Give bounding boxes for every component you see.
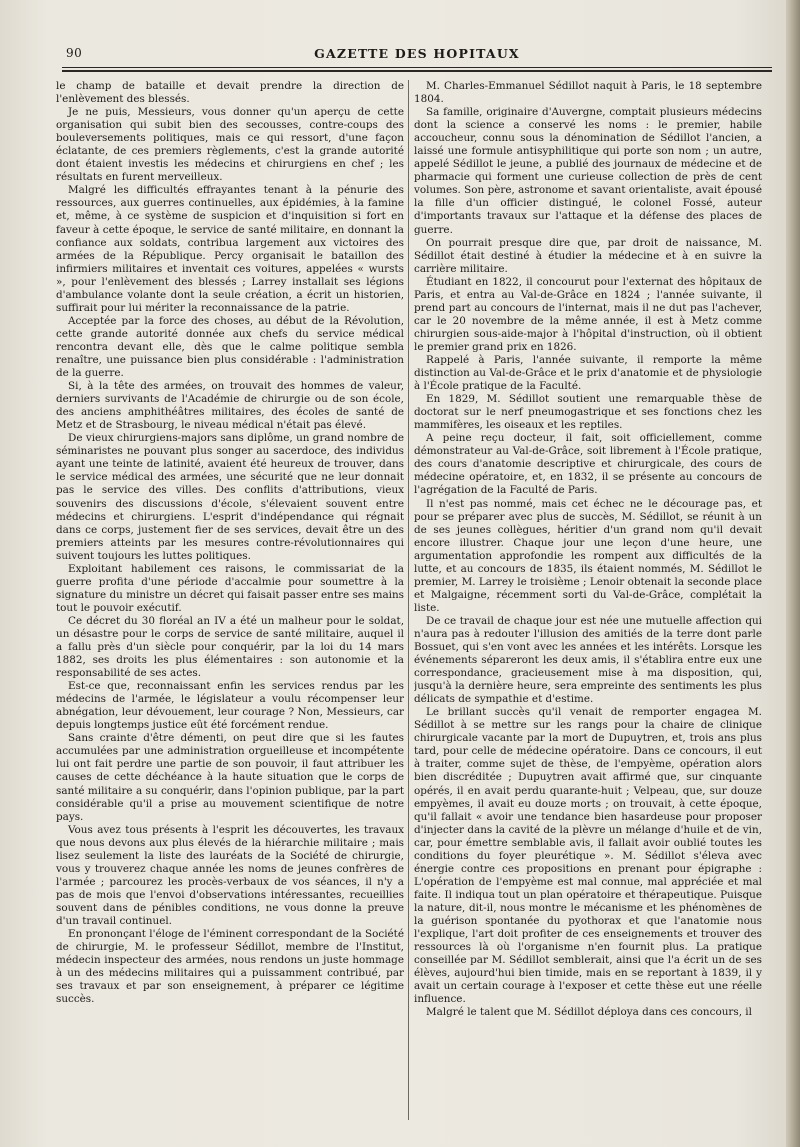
journal-title: GAZETTE DES HOPITAUX	[314, 46, 520, 61]
paragraph: Acceptée par la force des choses, au début de la Révolution, cette grande autorité donnée aux chefs du service médical rencontra devant elle, dès que le calme politique sembla renaître, une puissance bien plus considérable : l'administration de la guerre.	[56, 314, 404, 380]
paragraph: Malgré les difficultés effrayantes tenant à la pénurie des ressources, aux guerres continuelles, aux épidémies, à la famine et, même, à ce système de suspicion et d'inquisition si fort en faveur à cette époque, le service de santé militaire, en donnant la confiance aux soldats, contribua largement aux victoires des armées de la République. Percy organisait le bataillon des infirmiers militaires et inventait ces voitures, appelées « wursts », pour l'enlèvement des blessés ; Larrey installait ses légions d'ambulance volante dont la seule création, a écrit un historien, suffirait pour lui mériter la reconnaissance de la patrie.	[56, 184, 404, 314]
right-column	[414, 80, 762, 1130]
paragraph: On pourrait presque dire que, par droit de naissance, M. Sédillot était destiné à étudier la médecine et à en suivre la carrière militaire.	[414, 236, 762, 275]
paragraph: Ce décret du 30 floréal an IV a été un malheur pour le soldat, un désastre pour le corps de service de santé militaire, auquel il a fallu près d'un siècle pour conquérir, par la loi du 14 mars 1882, ses droits les plus élémentaires : son autonomie et la responsabilité de ses actes.	[56, 614, 404, 680]
paragraph: Exploitant habilement ces raisons, le commissariat de la guerre profita d'une période d'accalmie pour soumettre à la signature du ministre un décret qui faisait passer entre ses mains tout le pouvoir exécutif.	[56, 562, 404, 614]
paragraph: De ce travail de chaque jour est née une mutuelle affection qui n'aura pas à redouter l'illusion des amitiés de la terre dont parle Bossuet, qui s'en vont avec les années et les intérêts. Lorsque les événements sépareront les deux amis, il s'établira entre eux une correspondance, gracieusement mise à ma disposition, qui, jusqu'à la dernière heure, sera empreinte des sentiments les plus délicats de sympathie et d'estime.	[414, 614, 762, 706]
paragraph: A peine reçu docteur, il fait, soit officiellement, comme démonstrateur au Val-de-Grâce, soit librement à l'École pratique, des cours d'anatomie descriptive et chirurgicale, des cours de médecine opératoire, et, en 1832, il se présente au concours de l'agrégation de la Faculté de Paris.	[414, 432, 762, 497]
paragraph: Le brillant succès qu'il venait de remporter engagea M. Sédillot à se mettre sur les rangs pour la chaire de clinique chirurgicale vacante par la mort de Dupuytren, et, trois ans plus tard, pour celle de médecine opératoire. Dans ce concours, il eut à traiter, comme sujet de thèse, de l'empyème, opération alors bien discréditée ; Dupuytren avait affirmé que, sur cinquante opérés, il en avait perdu quarante-huit ; Velpeau, que, sur douze empyèmes, il avait eu douze morts ; on trouvait, à cette époque, qu'il fallait « avoir une tendance bien hasardeuse pour proposer d'injecter dans la cavité de la plèvre un mélange d'huile et de vin, car, pour émettre semblable avis, il fallait avoir oublié toutes les conditions du foyer pleurétique ». M. Sédillot s'éleva avec énergie contre ces propositions en prenant pour épigraphe : L'opération de l'empyème est mal connue, mal appréciée et mal faite. Il indiqua tout un plan opératoire et thérapeutique. Puisque la nature, dit-il, nous montre le mécanisme et les phénomènes de la guérison spontanée du pyothorax et que l'anatomie nous l'explique, l'art doit profiter de ces enseignements et trouver des ressources là où l'organisme n'en fournit plus. La pratique conseillée par M. Sédillot semblerait, ainsi que l'a écrit un de ses élèves, aujourd'hui bien timide, mais en se reportant à 1839, il y avait un certain courage à l'exposer et cette thèse eut une réelle influence.	[414, 706, 762, 1006]
page-edge	[786, 0, 800, 1147]
paragraph: En 1829, M. Sédillot soutient une remarquable thèse de doctorat sur le nerf pneumogastrique et ses fonctions chez les mammifères, les oiseaux et les reptiles.	[414, 393, 762, 432]
paragraph: le champ de bataille et devait prendre la direction de l'enlèvement des blessés.	[56, 80, 404, 106]
paragraph: Sans crainte d'être démenti, on peut dire que si les fautes accumulées par une administration orgueilleuse et incompétente lui ont fait perdre une partie de son pouvoir, il faut attribuer les causes de cette déchéance à la haute situation que le corps de santé militaire a su conquérir, dans l'opinion publique, par la part considérable qu'il a prise au mouvement scientifique de notre pays.	[56, 732, 404, 823]
page-number: 90	[66, 46, 83, 60]
left-column	[56, 80, 404, 1130]
paragraph: Malgré le talent que M. Sédillot déploya dans ces concours, il	[426, 1006, 752, 1019]
paragraph: Sa famille, originaire d'Auvergne, comptait plusieurs médecins dont la science a conservé les noms : le premier, habile accoucheur, connu sous la dénomination de Sédillot l'ancien, a laissé une formule antisyphilitique qui porte son nom ; un autre, appelé Sédillot le jeune, a publié des journaux de médecine et de pharmacie qui forment une curieuse collection de près de cent volumes. Son père, astronome et savant orientaliste, avait épousé la fille d'un officier distingué, le colonel Fossé, auteur d'importants travaux sur l'attaque et la défense des places de guerre.	[414, 106, 762, 236]
header-rule-thin	[62, 67, 772, 68]
paragraph: Vous avez tous présents à l'esprit les découvertes, les travaux que nous devons aux plus élevés de la hiérarchie militaire ; mais lisez seulement la liste des lauréats de la Société de chirurgie, vous y trouverez chaque année les noms de jeunes confrères de l'armée ; parcourez les procès-verbaux de vos séances, il n'y a pas de mois que l'envoi d'observations intéressantes, recueillies souvent dans de pénibles conditions, ne vous donne la preuve d'un travail continuel.	[56, 823, 404, 927]
paragraph: Étudiant en 1822, il concourut pour l'externat des hôpitaux de Paris, et entra au Val-de-Grâce en 1824 ; l'année suivante, il prend part au concours de l'internat, mais il ne dut pas l'achever, car le 20 novembre de la même année, il est à Metz comme chirurgien sous-aide-major à l'hôpital d'instruction, où il obtient le premier grand prix en 1826.	[414, 275, 762, 353]
paragraph: De vieux chirurgiens-majors sans diplôme, un grand nombre de séminaristes ne pouvant plus songer au sacerdoce, des individus ayant une teinte de latinité, avaient été heureux de trouver, dans le service médical des armées, une sécurité que ne leur donnait pas le service des villes. Des conflits d'attributions, vieux souvenirs des discussions d'école, s'élevaient souvent entre médecins et chirurgiens. L'esprit d'indépendance qui régnait dans ce corps, justement fier de ses services, devait être un des premiers atteints par les mesures contre-révolutionnaires qui suivent toujours les luttes politiques.	[56, 432, 404, 562]
header-rule-thick	[62, 70, 772, 72]
paragraph: M. Charles-Emmanuel Sédillot naquit à Paris, le 18 septembre 1804.	[414, 80, 762, 106]
page-header	[62, 46, 772, 66]
column-divider	[408, 80, 409, 1120]
paragraph: Est-ce que, reconnaissant enfin les services rendus par les médecins de l'armée, le législateur a voulu récompenser leur abnégation, leur dévouement, leur courage ? Non, Messieurs, car depuis longtemps justice eût été forcément rendue.	[56, 680, 404, 732]
paragraph: Il n'est pas nommé, mais cet échec ne le décourage pas, et pour se préparer avec plus de succès, M. Sédillot, se réunit à un de ses jeunes collègues, héritier d'un grand nom qu'il devait encore illustrer. Chaque jour une leçon d'une heure, une argumentation approfondie les rompent aux difficultés de la lutte, et au concours de 1835, ils étaient nommés, M. Sédillot le premier, M. Larrey le troisième ; Lenoir obtenait la seconde place et Malgaigne, récemment sorti du Val-de-Grâce, complétait la liste.	[414, 497, 762, 614]
paragraph: En prononçant l'éloge de l'éminent correspondant de la Société de chirurgie, M. le professeur Sédillot, membre de l'Institut, médecin inspecteur des armées, nous rendons un juste hommage à un des médecins militaires qui a puissamment contribué, par ses travaux et par son enseignement, à préparer ce légitime succès.	[56, 928, 404, 1006]
paragraph: Rappelé à Paris, l'année suivante, il remporte la même distinction au Val-de-Grâce et le prix d'anatomie et de physiologie à l'École pratique de la Faculté.	[414, 353, 762, 393]
paragraph: Je ne puis, Messieurs, vous donner qu'un aperçu de cette organisation qui subit bien des secousses, contre-coups des bouleversements politiques, mais ce qui ressort, d'une façon éclatante, de ces premiers règlements, c'est la grande autorité dont étaient investis les médecins et chirurgiens en chef ; les résultats en furent merveilleux.	[56, 106, 404, 184]
paragraph: Si, à la tête des armées, on trouvait des hommes de valeur, derniers survivants de l'Académie de chirurgie ou de son école, des anciens amphithéâtres militaires, des écoles de santé de Metz et de Strasbourg, le niveau médical n'était pas élevé.	[56, 380, 404, 432]
